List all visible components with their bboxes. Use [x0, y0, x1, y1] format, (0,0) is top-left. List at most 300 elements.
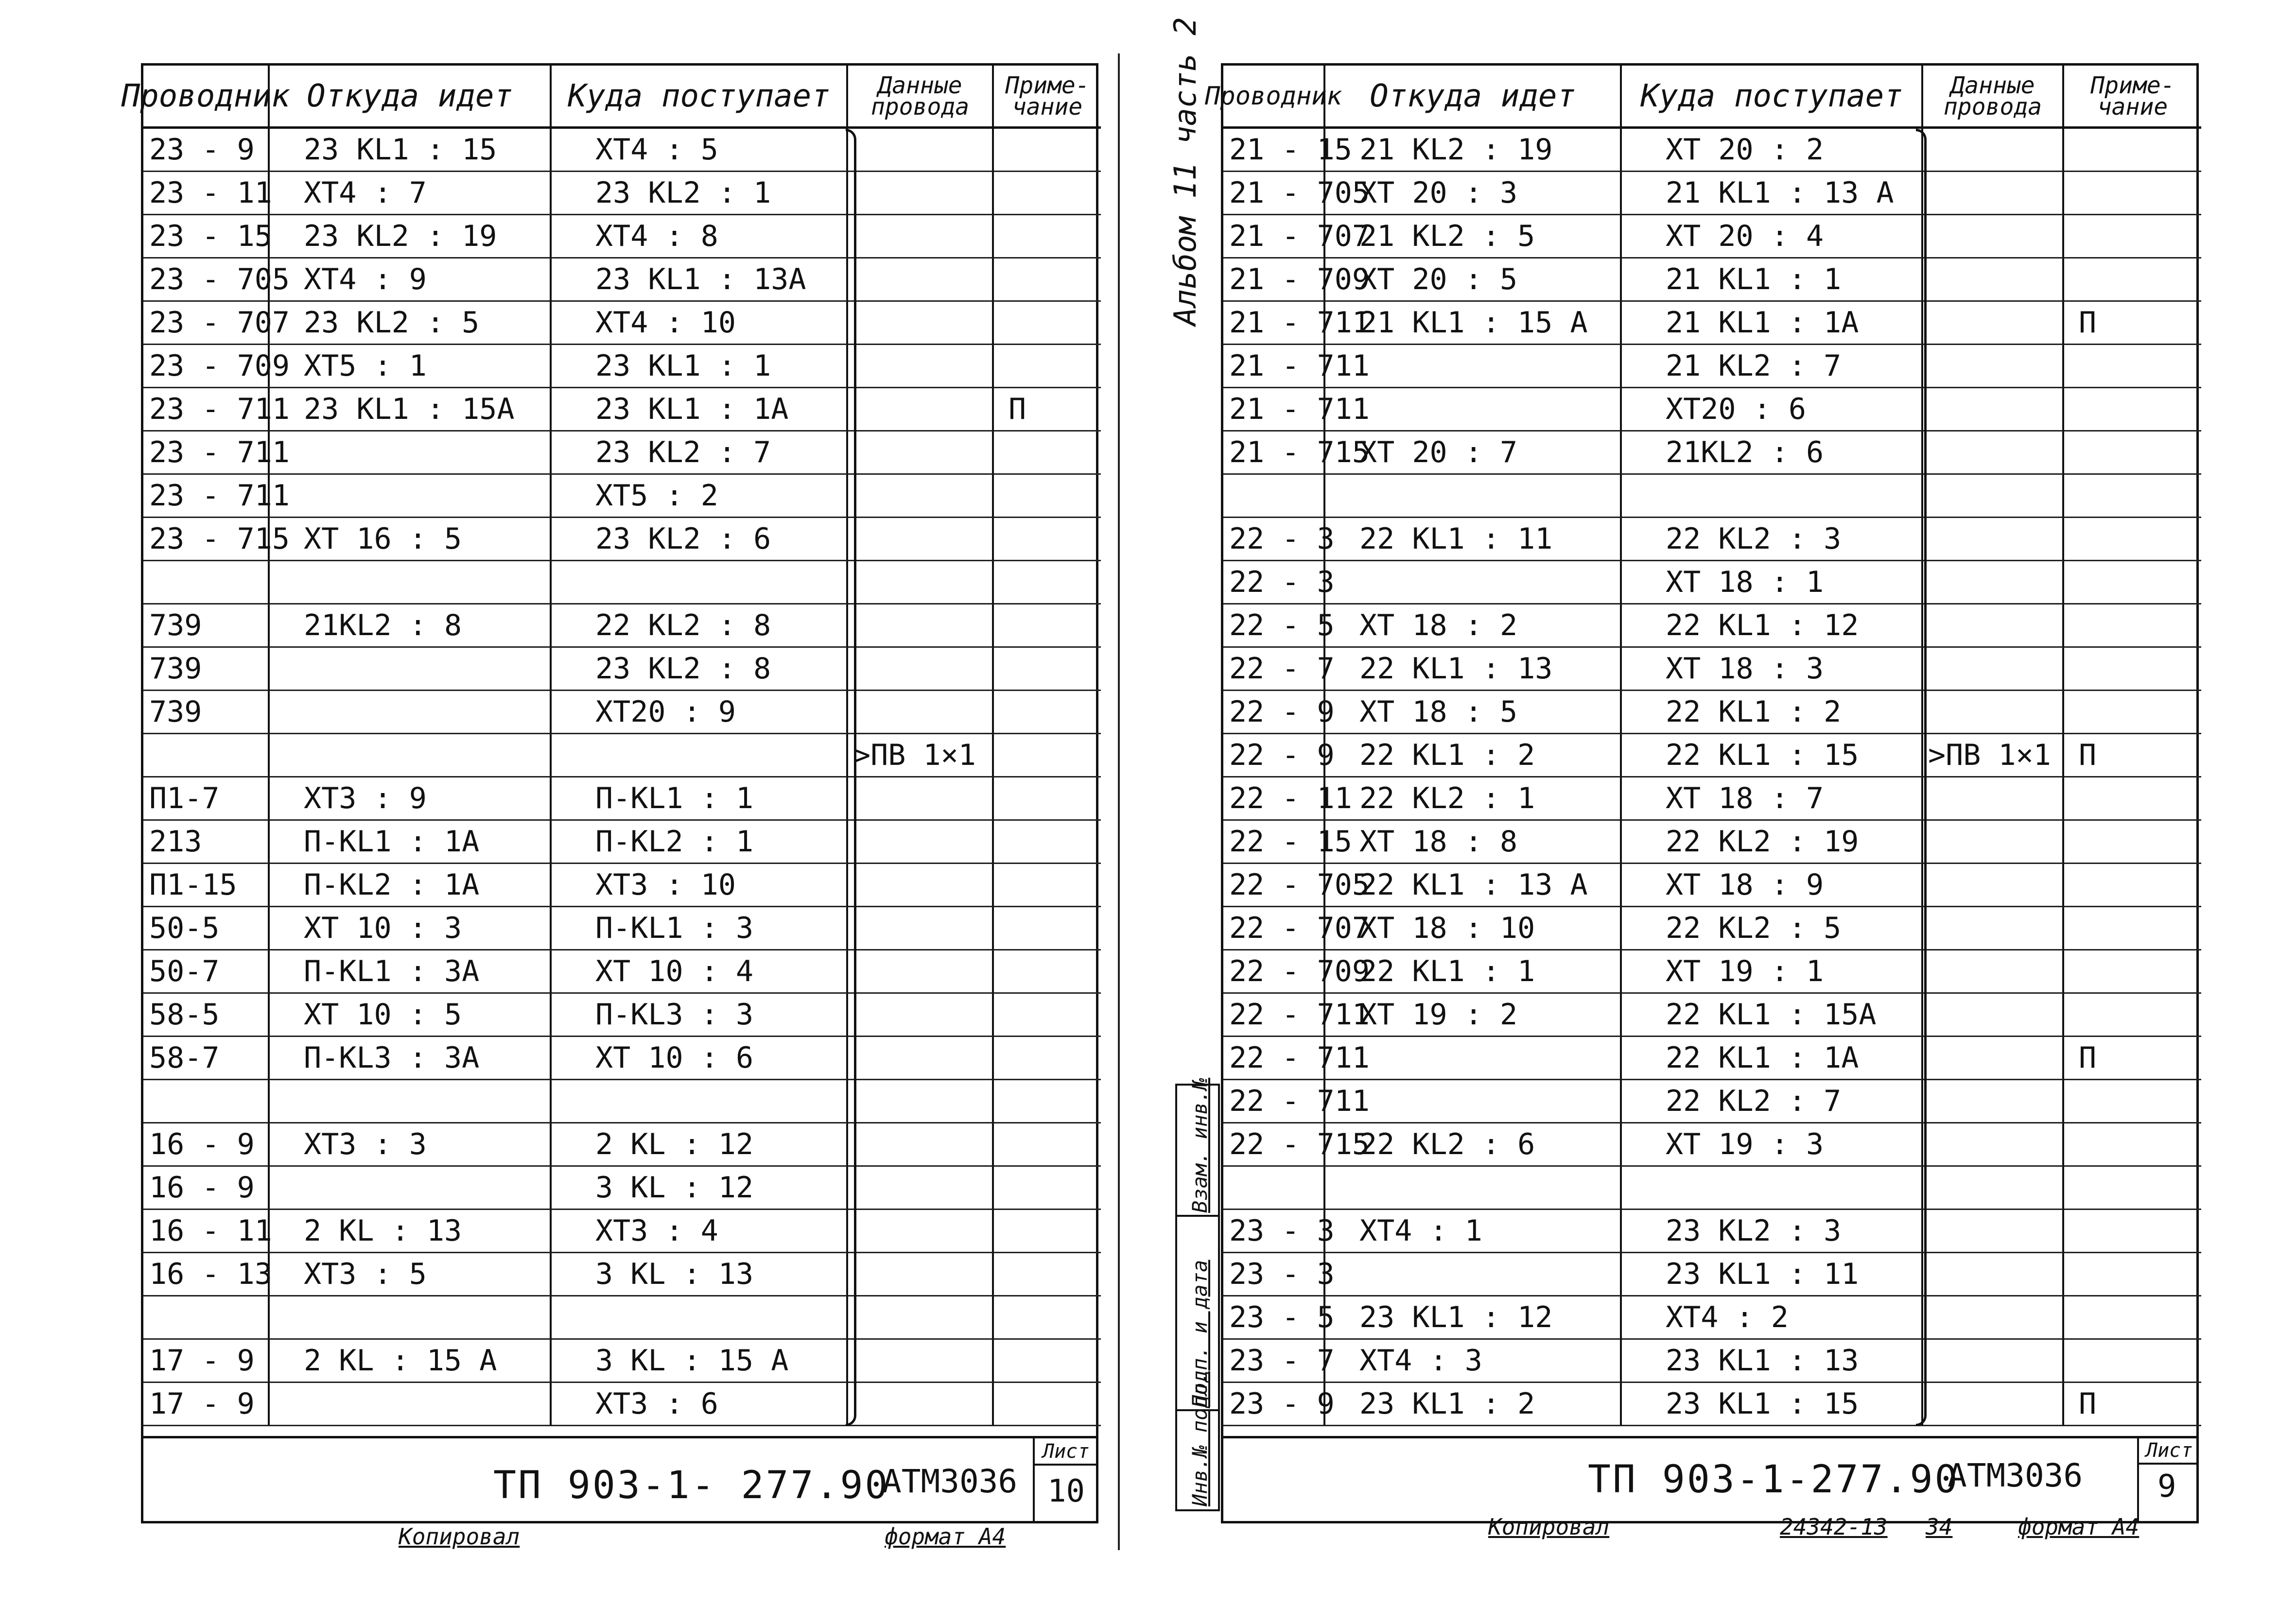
cell-conductor: 23 - 711	[143, 388, 270, 432]
cell-from: П-KL1 : 3A	[270, 950, 552, 994]
cell-note	[2064, 1296, 2201, 1340]
cell-wire-data	[848, 475, 994, 518]
cell-from	[270, 648, 552, 691]
cell-wire-data	[848, 345, 994, 388]
cell-wire-data	[1923, 1080, 2064, 1123]
cell-wire-data	[848, 605, 994, 648]
cell-from: XT5 : 1	[270, 345, 552, 388]
cell-note	[2064, 821, 2201, 864]
cell-note	[2064, 1210, 2201, 1253]
cell-note	[994, 1383, 1101, 1426]
cell-wire-data	[848, 994, 994, 1037]
cell-note	[2064, 691, 2201, 734]
footer-copied: Копировал	[399, 1523, 520, 1550]
cell-to	[552, 1296, 848, 1340]
cell-note	[2064, 1253, 2201, 1296]
cell-conductor: П1-15	[143, 864, 270, 907]
cell-note	[994, 259, 1101, 302]
cell-wire-data	[1923, 302, 2064, 345]
cell-to: XT 19 : 1	[1622, 950, 1923, 994]
cell-wire-data	[1923, 518, 2064, 561]
cell-wire-data	[848, 821, 994, 864]
cell-note: П	[2064, 302, 2201, 345]
cell-conductor: 21 - 715	[1223, 432, 1325, 475]
cell-to: XT 19 : 3	[1622, 1123, 1923, 1167]
cell-conductor: 17 - 9	[143, 1383, 270, 1426]
stamp-divider	[1033, 1438, 1035, 1521]
cell-to: XT 10 : 4	[552, 950, 848, 994]
cell-from	[1325, 1080, 1622, 1123]
cell-from: XT3 : 9	[270, 778, 552, 821]
cell-note	[2064, 1080, 2201, 1123]
cell-from: 21 KL2 : 5	[1325, 215, 1622, 259]
cell-from: 22 KL1 : 13	[1325, 648, 1622, 691]
cell-to: XT 20 : 4	[1622, 215, 1923, 259]
cell-to: 23 KL1 : 1	[552, 345, 848, 388]
cell-wire-data	[1923, 259, 2064, 302]
cell-wire-data	[848, 259, 994, 302]
cell-from	[1325, 561, 1622, 605]
cell-conductor	[143, 734, 270, 778]
cell-from: 23 KL1 : 2	[1325, 1383, 1622, 1426]
cell-note	[994, 950, 1101, 994]
cell-from: 22 KL2 : 6	[1325, 1123, 1622, 1167]
cell-note	[994, 994, 1101, 1037]
wire-data-brace	[1916, 129, 1927, 1426]
cell-wire-data	[848, 1123, 994, 1167]
cell-from: 22 KL1 : 2	[1325, 734, 1622, 778]
project-code: ТП 903-1-277.90	[1588, 1458, 1960, 1502]
cell-note	[994, 691, 1101, 734]
cell-to: XT 10 : 6	[552, 1037, 848, 1080]
cell-note	[2064, 172, 2201, 215]
cell-from: XT 18 : 8	[1325, 821, 1622, 864]
cell-note	[994, 864, 1101, 907]
header-note: Приме-чание	[2064, 66, 2201, 129]
cell-note	[994, 648, 1101, 691]
cell-wire-data	[848, 1210, 994, 1253]
cell-to: XT3 : 4	[552, 1210, 848, 1253]
cell-from: 23 KL1 : 15	[270, 129, 552, 172]
cell-conductor: 23 - 705	[143, 259, 270, 302]
side-stamp-strip	[1175, 1077, 1220, 1511]
cell-conductor: 22 - 715	[1223, 1123, 1325, 1167]
cell-wire-data	[848, 1340, 994, 1383]
side-label-sign-date: Подп. и дата	[1188, 1260, 1212, 1407]
cell-from: XT 18 : 2	[1325, 605, 1622, 648]
cell-note	[994, 605, 1101, 648]
cell-conductor: 23 - 7	[1223, 1340, 1325, 1383]
cell-to: 22 KL2 : 3	[1622, 518, 1923, 561]
cell-wire-data	[848, 778, 994, 821]
cell-note	[2064, 475, 2201, 518]
cell-to: 3 KL : 15 A	[552, 1340, 848, 1383]
cell-from: XT4 : 9	[270, 259, 552, 302]
cell-wire-data	[848, 302, 994, 345]
footer-copied: Копировал	[1488, 1514, 1610, 1540]
cell-note	[994, 302, 1101, 345]
cell-conductor: 22 - 9	[1223, 691, 1325, 734]
cell-conductor: 22 - 705	[1223, 864, 1325, 907]
stamp-divider	[1035, 1464, 1096, 1466]
cell-note	[2064, 388, 2201, 432]
cell-conductor: 21 - 711	[1223, 302, 1325, 345]
sheet-label: Лист	[2146, 1439, 2193, 1462]
cell-conductor: 23 - 711	[143, 432, 270, 475]
cell-wire-data	[848, 1253, 994, 1296]
cell-to: 21 KL2 : 7	[1622, 345, 1923, 388]
cell-conductor: 22 - 5	[1223, 605, 1325, 648]
cell-note	[2064, 1123, 2201, 1167]
cell-from: XT 20 : 7	[1325, 432, 1622, 475]
cell-from: XT3 : 3	[270, 1123, 552, 1167]
footer-format: формат А4	[885, 1523, 1006, 1550]
cell-from: XT3 : 5	[270, 1253, 552, 1296]
cell-to: 23 KL1 : 13A	[552, 259, 848, 302]
cell-from: 23 KL2 : 19	[270, 215, 552, 259]
cell-note	[2064, 432, 2201, 475]
cell-conductor: 22 - 3	[1223, 561, 1325, 605]
cell-to: 23 KL1 : 1A	[552, 388, 848, 432]
cell-conductor: 23 - 715	[143, 518, 270, 561]
cell-to: 23 KL1 : 15	[1622, 1383, 1923, 1426]
cell-to: 3 KL : 13	[552, 1253, 848, 1296]
cell-note	[2064, 561, 2201, 605]
cell-from	[270, 734, 552, 778]
cell-to: XT20 : 9	[552, 691, 848, 734]
cell-note	[994, 1253, 1101, 1296]
cell-conductor	[1223, 1167, 1325, 1210]
cell-from: XT4 : 3	[1325, 1340, 1622, 1383]
title-block-right	[1493, 1436, 2199, 1523]
cell-note	[994, 1296, 1101, 1340]
cell-conductor: 23 - 9	[143, 129, 270, 172]
cell-wire-data	[1923, 1210, 2064, 1253]
header-conductor: Проводник	[143, 66, 270, 129]
cell-to: 23 KL2 : 1	[552, 172, 848, 215]
header-to: Куда поступает	[1622, 66, 1923, 129]
cell-to: 22 KL2 : 8	[552, 605, 848, 648]
cell-from	[270, 1167, 552, 1210]
cell-from	[1325, 1253, 1622, 1296]
cell-to: 22 KL1 : 15A	[1622, 994, 1923, 1037]
cell-conductor: 23 - 3	[1223, 1210, 1325, 1253]
cell-note	[994, 475, 1101, 518]
cell-to: XT4 : 10	[552, 302, 848, 345]
cell-conductor: 17 - 9	[143, 1340, 270, 1383]
cell-wire-data	[848, 129, 994, 172]
cell-note	[994, 1123, 1101, 1167]
cell-to: XT4 : 5	[552, 129, 848, 172]
cell-to: 23 KL2 : 8	[552, 648, 848, 691]
cell-note	[994, 1080, 1101, 1123]
cell-from: 22 KL1 : 1	[1325, 950, 1622, 994]
cell-conductor	[143, 1080, 270, 1123]
cell-note	[994, 215, 1101, 259]
cell-note	[2064, 950, 2201, 994]
cell-to: XT20 : 6	[1622, 388, 1923, 432]
cell-conductor: П1-7	[143, 778, 270, 821]
cell-from	[270, 561, 552, 605]
cell-to: 22 KL1 : 2	[1622, 691, 1923, 734]
cell-wire-data	[1923, 1167, 2064, 1210]
cell-note	[2064, 648, 2201, 691]
cell-wire-data	[848, 561, 994, 605]
cell-to	[1622, 1167, 1923, 1210]
cell-note	[994, 432, 1101, 475]
cell-conductor: 50-7	[143, 950, 270, 994]
cell-conductor: 22 - 15	[1223, 821, 1325, 864]
cell-note	[2064, 1340, 2201, 1383]
footer-order: 24342-13	[1780, 1514, 1888, 1540]
cell-conductor: 16 - 9	[143, 1167, 270, 1210]
cell-wire-data	[1923, 605, 2064, 648]
cell-wire-data	[848, 1080, 994, 1123]
cell-from: XT 18 : 10	[1325, 907, 1622, 950]
cell-wire-data	[1923, 1296, 2064, 1340]
cell-wire-data	[848, 1167, 994, 1210]
cell-wire-data: >ПВ 1×1	[848, 734, 994, 778]
cell-to: XT 18 : 3	[1622, 648, 1923, 691]
cell-note	[994, 734, 1101, 778]
cell-wire-data	[848, 648, 994, 691]
cell-wire-data	[1923, 1340, 2064, 1383]
cell-note	[994, 778, 1101, 821]
header-to: Куда поступает	[552, 66, 848, 129]
document-code: АТМ3036	[1948, 1457, 2083, 1494]
cell-from: XT 10 : 3	[270, 907, 552, 950]
cell-wire-data	[848, 1037, 994, 1080]
cell-note	[2064, 994, 2201, 1037]
cell-conductor: 58-7	[143, 1037, 270, 1080]
document-code: АТМ3036	[882, 1463, 1018, 1500]
cell-note: П	[2064, 1383, 2201, 1426]
cell-from	[1325, 388, 1622, 432]
sheet-label: Лист	[1043, 1440, 1090, 1463]
cell-conductor: 23 - 3	[1223, 1253, 1325, 1296]
cell-conductor: 21 - 705	[1223, 172, 1325, 215]
cell-from	[270, 1383, 552, 1426]
cell-note	[994, 172, 1101, 215]
cell-conductor: 23 - 9	[1223, 1383, 1325, 1426]
cell-to: XT4 : 2	[1622, 1296, 1923, 1340]
cell-wire-data	[1923, 648, 2064, 691]
project-code: ТП 903-1- 277.90	[493, 1464, 890, 1507]
cell-conductor: 739	[143, 648, 270, 691]
cell-from: 23 KL1 : 15A	[270, 388, 552, 432]
cell-from: 21KL2 : 8	[270, 605, 552, 648]
cell-to: 23 KL2 : 3	[1622, 1210, 1923, 1253]
cell-wire-data	[1923, 172, 2064, 215]
cell-from: П-KL3 : 3A	[270, 1037, 552, 1080]
cell-wire-data	[1923, 691, 2064, 734]
cell-wire-data	[848, 518, 994, 561]
cell-wire-data	[1923, 345, 2064, 388]
footer-format: формат А4	[2018, 1514, 2139, 1540]
cell-conductor	[1223, 475, 1325, 518]
cell-conductor: 50-5	[143, 907, 270, 950]
side-label-replace-inv: Взам. инв.№	[1188, 1077, 1212, 1213]
cell-wire-data	[848, 907, 994, 950]
cell-wire-data	[1923, 561, 2064, 605]
cell-wire-data	[1923, 907, 2064, 950]
header-from: Откуда идет	[1325, 66, 1622, 129]
cell-from: XT 19 : 2	[1325, 994, 1622, 1037]
cell-to: П-KL2 : 1	[552, 821, 848, 864]
cell-from	[270, 475, 552, 518]
cell-conductor: 22 - 707	[1223, 907, 1325, 950]
title-block-left-blank	[141, 1436, 401, 1523]
cell-from: П-KL2 : 1A	[270, 864, 552, 907]
side-label-inv-orig: Инв.№ подл.	[1188, 1371, 1212, 1506]
cell-note	[994, 129, 1101, 172]
cell-from: XT4 : 1	[1325, 1210, 1622, 1253]
cell-conductor: 739	[143, 691, 270, 734]
cell-conductor: 22 - 9	[1223, 734, 1325, 778]
cell-conductor: 16 - 13	[143, 1253, 270, 1296]
cell-to: 22 KL2 : 19	[1622, 821, 1923, 864]
cell-to: 22 KL2 : 7	[1622, 1080, 1923, 1123]
cell-note	[2064, 518, 2201, 561]
wiring-table-right	[1205, 63, 2199, 1438]
cell-wire-data	[1923, 1037, 2064, 1080]
cell-from: 23 KL1 : 12	[1325, 1296, 1622, 1340]
cell-conductor: 739	[143, 605, 270, 648]
cell-note	[2064, 864, 2201, 907]
cell-note	[2064, 605, 2201, 648]
cell-from	[1325, 345, 1622, 388]
title-block-right-blank	[1221, 1436, 1496, 1523]
cell-note	[994, 518, 1101, 561]
cell-wire-data	[848, 1296, 994, 1340]
cell-from: 21 KL2 : 19	[1325, 129, 1622, 172]
cell-conductor: 23 - 15	[143, 215, 270, 259]
cell-to: 21 KL1 : 1	[1622, 259, 1923, 302]
cell-from	[1325, 1037, 1622, 1080]
cell-from: П-KL1 : 1A	[270, 821, 552, 864]
cell-conductor	[143, 561, 270, 605]
album-title: Альбом 11 часть 2	[1167, 17, 1203, 326]
cell-wire-data	[848, 864, 994, 907]
cell-note	[994, 1167, 1101, 1210]
cell-conductor: 23 - 707	[143, 302, 270, 345]
cell-from	[1325, 475, 1622, 518]
cell-to: 22 KL1 : 1A	[1622, 1037, 1923, 1080]
cell-wire-data	[848, 388, 994, 432]
cell-to: XT 18 : 7	[1622, 778, 1923, 821]
stamp-divider	[2139, 1463, 2196, 1465]
cell-conductor: 213	[143, 821, 270, 864]
cell-to: 2 KL : 12	[552, 1123, 848, 1167]
header-from: Откуда идет	[270, 66, 552, 129]
cell-wire-data	[1923, 994, 2064, 1037]
cell-conductor: 23 - 709	[143, 345, 270, 388]
cell-to: XT3 : 6	[552, 1383, 848, 1426]
cell-to: 21 KL1 : 13 A	[1622, 172, 1923, 215]
cell-to: 23 KL1 : 11	[1622, 1253, 1923, 1296]
cell-from	[270, 1296, 552, 1340]
cell-from: 22 KL2 : 1	[1325, 778, 1622, 821]
cell-conductor: 22 - 7	[1223, 648, 1325, 691]
cell-note	[994, 1037, 1101, 1080]
cell-note	[2064, 259, 2201, 302]
cell-conductor: 21 - 711	[1223, 345, 1325, 388]
cell-wire-data	[1923, 950, 2064, 994]
header-wire-data: Данные провода	[1923, 66, 2064, 129]
cell-from: 22 KL1 : 13 A	[1325, 864, 1622, 907]
cell-wire-data	[1923, 1253, 2064, 1296]
wiring-table-left	[121, 63, 1098, 1438]
cell-wire-data	[848, 1383, 994, 1426]
cell-from: XT 20 : 5	[1325, 259, 1622, 302]
cell-to: XT4 : 8	[552, 215, 848, 259]
cell-note	[2064, 778, 2201, 821]
cell-to: П-KL3 : 3	[552, 994, 848, 1037]
cell-conductor: 58-5	[143, 994, 270, 1037]
cell-wire-data	[1923, 129, 2064, 172]
cell-note	[2064, 907, 2201, 950]
cell-note	[994, 561, 1101, 605]
cell-note: П	[2064, 1037, 2201, 1080]
cell-from	[270, 432, 552, 475]
cell-conductor: 21 - 15	[1223, 129, 1325, 172]
cell-note	[994, 821, 1101, 864]
cell-from: XT 20 : 3	[1325, 172, 1622, 215]
cell-to: 22 KL2 : 5	[1622, 907, 1923, 950]
cell-wire-data	[1923, 778, 2064, 821]
cell-conductor: 22 - 3	[1223, 518, 1325, 561]
cell-note	[994, 907, 1101, 950]
cell-to: 23 KL2 : 7	[552, 432, 848, 475]
cell-to: XT 18 : 9	[1622, 864, 1923, 907]
cell-from: XT 16 : 5	[270, 518, 552, 561]
cell-wire-data	[1923, 1383, 2064, 1426]
cell-note	[2064, 1167, 2201, 1210]
cell-note	[2064, 345, 2201, 388]
cell-wire-data	[1923, 821, 2064, 864]
header-note: Приме-чание	[994, 66, 1101, 129]
cell-conductor: 16 - 9	[143, 1123, 270, 1167]
cell-note	[994, 1210, 1101, 1253]
cell-wire-data	[1923, 215, 2064, 259]
cell-conductor: 23 - 711	[143, 475, 270, 518]
cell-from: XT 18 : 5	[1325, 691, 1622, 734]
cell-conductor: 23 - 5	[1223, 1296, 1325, 1340]
cell-conductor: 22 - 711	[1223, 1080, 1325, 1123]
cell-conductor: 16 - 11	[143, 1210, 270, 1253]
side-field-inv-orig	[1177, 1371, 1218, 1509]
cell-conductor: 22 - 711	[1223, 1037, 1325, 1080]
header-conductor: Проводник	[1223, 66, 1325, 129]
cell-note	[2064, 129, 2201, 172]
cell-wire-data	[1923, 388, 2064, 432]
cell-from	[270, 1080, 552, 1123]
side-field-replace-inv	[1177, 1077, 1218, 1217]
cell-wire-data	[1923, 475, 2064, 518]
cell-conductor: 21 - 707	[1223, 215, 1325, 259]
wire-data-brace	[846, 129, 856, 1426]
cell-to: 22 KL1 : 12	[1622, 605, 1923, 648]
cell-conductor: 23 - 11	[143, 172, 270, 215]
cell-to: П-KL1 : 3	[552, 907, 848, 950]
header-wire-data: Данные провода	[848, 66, 994, 129]
cell-from: 2 KL : 15 A	[270, 1340, 552, 1383]
cell-from: XT 10 : 5	[270, 994, 552, 1037]
cell-from	[270, 691, 552, 734]
cell-conductor	[143, 1296, 270, 1340]
cell-to: 21KL2 : 6	[1622, 432, 1923, 475]
cell-wire-data	[1923, 1123, 2064, 1167]
